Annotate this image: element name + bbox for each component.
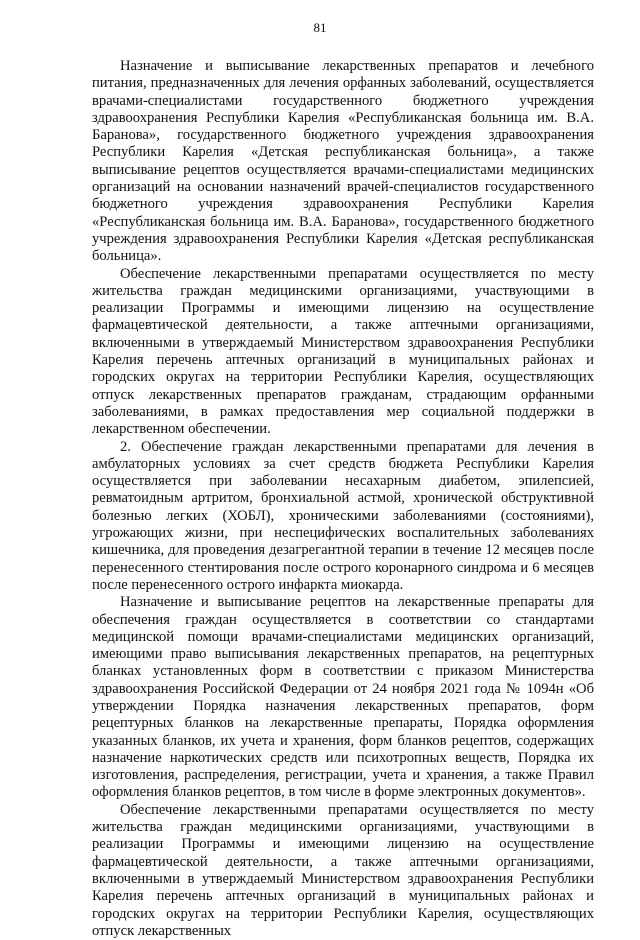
paragraph-pharmacy-supply: Обеспечение лекарственными препаратами осуществляется по месту жительства граждан медицинскими организациями, участвующими в реализации Программы и имеющими лицензию на осуществление фармацевтической деятельности, а также аптечными организациями, включенными в утверждаемый Министерством здравоохранения Республики Карелия перечень аптечных организаций в муниципальных районах и городских округах на территории Республики Карелия, осуществляющих отпуск лекарственных xyxy=(92,801,594,939)
page-number: 81 xyxy=(313,20,327,35)
paragraph-regional-budget-provision: 2. Обеспечение граждан лекарственными препаратами для лечения в амбулаторных условиях за счет средств бюджета Республики Карелия осуществляется при заболевании несахарным диабетом, эпилепсией, ревматоидным артритом, бронхиальной астмой, хронической обструктивной болезнью легких (ХОБЛ), хроническими заболеваниями (состояниями), угрожающих жизни, при неспецифических воспалительных заболеваниях кишечника, для проведения дезагрегантной терапии в течение 12 месяцев после перенесенного стентирования после острого коронарного синдрома и 6 месяцев после перенесенного острого инфаркта миокарда. xyxy=(92,438,594,593)
paragraph-orphan-supply: Обеспечение лекарственными препаратами осуществляется по месту жительства граждан медицинскими организациями, участвующими в реализации Программы и имеющими лицензию на осуществление фармацевтической деятельности, а также аптечными организациями, включенными в утверждаемый Министерством здравоохранения Республики Карелия перечень аптечных организаций в муниципальных районах и городских округах на территории Республики Карелия, осуществляющих отпуск лекарственных препаратов гражданам, страдающим орфанными заболеваниями, в рамках предоставления мер социальной поддержки в лекарственном обеспечении. xyxy=(92,265,594,438)
paragraph-orphan-prescribing: Назначение и выписывание лекарственных препаратов и лечебного питания, предназначенных для лечения орфанных заболеваний, осуществляется врачами-специалистами государственного бюджетного учреждения здравоохранения Республики Карелия «Республиканская больница им. В.А. Баранова», государственного бюджетного учреждения здравоохранения Республики Карелия «Детская республиканская больница», а также выписывание рецептов осуществляется врачами-специалистами медицинских организаций на основании назначений врачей-специалистов государственного бюджетного учреждения здравоохранения Республики Карелия «Республиканская больница им. В.А. Баранова», государственного бюджетного учреждения здравоохранения Республики Карелия «Детская республиканская больница». xyxy=(92,58,594,265)
paragraph-prescription-rules: Назначение и выписывание рецептов на лекарственные препараты для обеспечения граждан осуществляется в соответствии со стандартами медицинской помощи врачами-специалистами медицинских организаций, имеющими право выписывания лекарственных препаратов, на рецептурных бланках установленных форм в соответствии с приказом Министерства здравоохранения Российской Федерации от 24 ноября 2021 года № 1094н «Об утверждении Порядка назначения лекарственных препаратов, форм рецептурных бланков на лекарственные препараты, Порядка оформления указанных бланков, их учета и хранения, форм бланков рецептов, содержащих назначение наркотических средств или психотропных веществ, Порядка их изготовления, распределения, регистрации, учета и хранения, а также Правил оформления бланков рецептов, в том числе в форме электронных документов». xyxy=(92,594,594,801)
document-body xyxy=(92,58,594,940)
